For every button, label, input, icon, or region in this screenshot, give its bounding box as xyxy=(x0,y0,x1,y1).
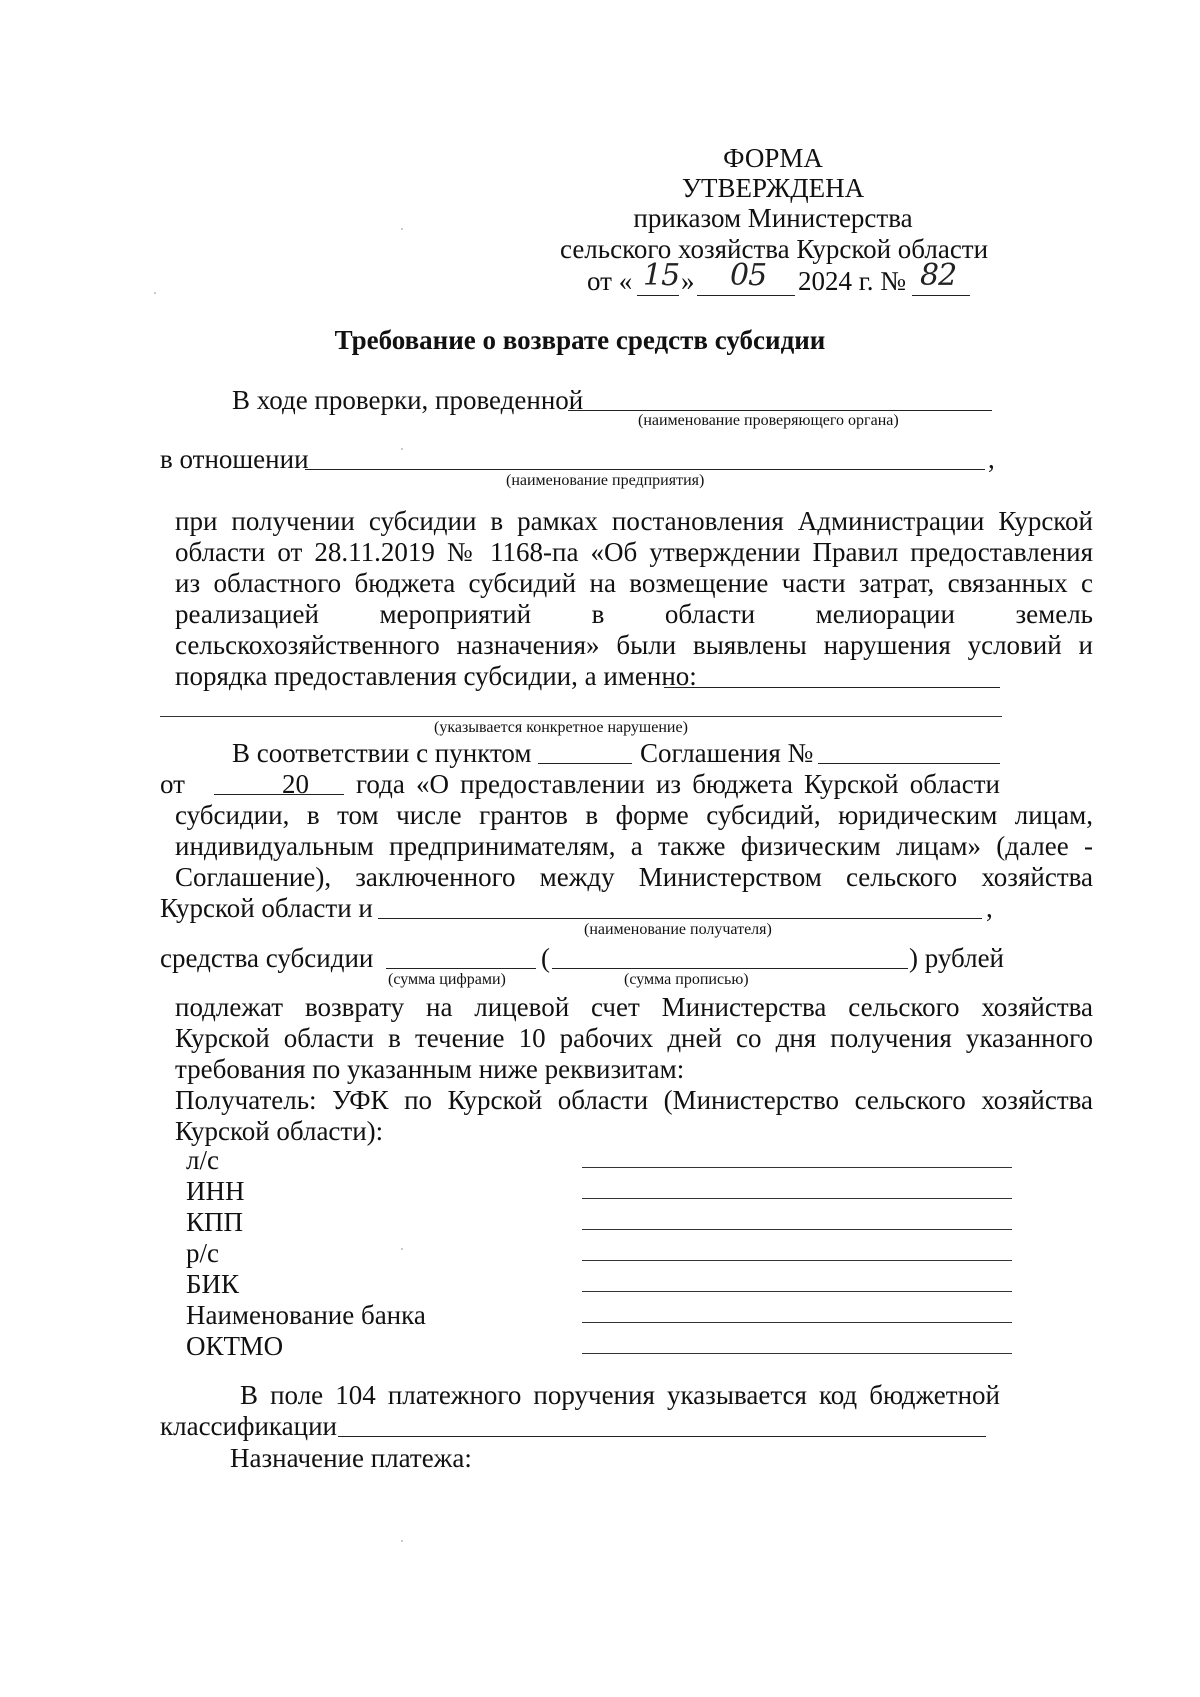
return-line-3: требования по указанным ниже реквизитам: xyxy=(175,1054,685,1084)
requisite-label: Наименование банка xyxy=(186,1300,426,1330)
requisite-field[interactable] xyxy=(582,1198,1012,1199)
check-label: В ходе проверки, проведенной xyxy=(232,385,584,415)
funds-open-paren: ( xyxy=(541,943,550,973)
agreement-clause-label: В соответствии с пунктом xyxy=(232,738,532,768)
document-title: Требование о возврате средств субсидии xyxy=(334,325,826,355)
payee-line-1: Получатель: УФК по Курской области (Министерство сельского хозяйства xyxy=(175,1085,1093,1115)
requisite-field[interactable] xyxy=(582,1260,1012,1261)
violation-line-3: из областного бюджета субсидий на возмещение части затрат, связанных с xyxy=(175,568,1093,598)
agreement-century-underline xyxy=(282,794,314,795)
requisite-field[interactable] xyxy=(582,1322,1012,1323)
date-year-number: 2024 г. № xyxy=(798,266,907,296)
agreement-date-prefix: от xyxy=(160,769,185,799)
violation-word: мелиорации xyxy=(815,599,955,629)
scan-speck xyxy=(401,1540,403,1542)
order-ministry-label: приказом Министерства xyxy=(633,203,913,233)
recipient-hint: (наименование получателя) xyxy=(584,921,772,938)
recipient-field[interactable] xyxy=(378,918,982,919)
violation-line-2: области от 28.11.2019 № 1168-па «Об утверждении Правил предоставления xyxy=(175,537,1093,567)
agreement-line-6: Курской области и xyxy=(160,893,373,923)
scan-speck xyxy=(154,292,156,294)
violation-inline-field[interactable] xyxy=(664,687,1000,688)
funds-currency: ) рублей xyxy=(909,943,1005,973)
violation-line-6: порядка предоставления субсидии, а именно: xyxy=(175,661,697,691)
month-underline xyxy=(697,295,795,296)
date-mid: » xyxy=(681,266,695,296)
agreement-number-field[interactable] xyxy=(818,763,1000,764)
violation-word: земель xyxy=(1015,599,1093,629)
requisite-label: КПП xyxy=(186,1207,244,1237)
enterprise-hint: (наименование предприятия) xyxy=(506,472,705,489)
ministry-name: сельского хозяйства Курской области xyxy=(560,234,989,264)
month-handwritten: 05 xyxy=(730,258,767,293)
violation-word: в xyxy=(591,599,605,629)
violation-word: реализацией xyxy=(175,599,319,629)
budget-code-field[interactable] xyxy=(338,1436,986,1437)
agreement-century: 20 xyxy=(282,769,309,799)
requisite-field[interactable] xyxy=(582,1291,1012,1292)
enterprise-field[interactable] xyxy=(305,469,985,470)
inspecting-body-field[interactable] xyxy=(568,410,992,411)
inspecting-body-hint: (наименование проверяющего органа) xyxy=(638,412,899,429)
recipient-comma: , xyxy=(986,893,993,923)
return-line-1: подлежат возврату на лицевой счет Министерства сельского хозяйства xyxy=(175,992,1093,1022)
requisite-field[interactable] xyxy=(582,1167,1012,1168)
scan-speck xyxy=(401,1248,403,1250)
form-label: ФОРМА xyxy=(723,143,823,173)
violation-word: мероприятий xyxy=(379,599,532,629)
scan-speck xyxy=(401,228,403,230)
agreement-title-text: года «О предоставлении из бюджета Курской области xyxy=(356,769,1000,799)
approved-label: УТВЕРЖДЕНА xyxy=(681,173,865,203)
requisite-label: ОКТМО xyxy=(186,1331,284,1361)
agreement-line-4: индивидуальным предпринимателям, а также физическим лицам» (далее - xyxy=(175,831,1093,861)
funds-label: средства субсидии xyxy=(160,943,374,973)
requisite-label: л/с xyxy=(186,1145,219,1175)
payment-purpose-label: Назначение платежа: xyxy=(230,1443,472,1473)
scan-speck xyxy=(401,448,403,450)
agreement-year-field[interactable] xyxy=(314,794,344,795)
regarding-comma: , xyxy=(988,444,995,474)
day-handwritten: 15 xyxy=(643,258,680,293)
number-handwritten: 82 xyxy=(920,258,957,293)
field104-line-2: классификации xyxy=(160,1411,337,1441)
agreement-date-field[interactable] xyxy=(214,794,282,795)
requisite-label: р/с xyxy=(186,1238,219,1268)
sum-digits-hint: (сумма цифрами) xyxy=(388,971,506,988)
agreement-line-5: Соглашение), заключенного между Министерством сельского хозяйства xyxy=(175,862,1093,892)
agreement-line-2 xyxy=(356,768,1000,800)
field104-line-1: В поле 104 платежного поручения указывается код бюджетной xyxy=(240,1380,1000,1410)
payee-line-2: Курской области): xyxy=(175,1116,384,1146)
date-prefix: от « xyxy=(587,266,633,296)
requisite-field[interactable] xyxy=(582,1353,1012,1354)
violation-hint: (указывается конкретное нарушение) xyxy=(434,719,688,736)
number-underline xyxy=(912,295,970,296)
violation-line-1: при получении субсидии в рамках постановления Администрации Курской xyxy=(175,506,1093,536)
sum-digits-field[interactable] xyxy=(386,968,536,969)
agreement-line-3: субсидии, в том числе грантов в форме субсидий, юридическим лицам, xyxy=(175,800,1093,830)
sum-words-field[interactable] xyxy=(552,968,908,969)
clause-number-field[interactable] xyxy=(538,763,632,764)
violation-word: области xyxy=(664,599,756,629)
day-underline xyxy=(637,295,679,296)
agreement-number-label: Соглашения № xyxy=(640,738,814,768)
violation-line-5: сельскохозяйственного назначения» были выявлены нарушения условий и xyxy=(175,630,1093,660)
return-line-2: Курской области в течение 10 рабочих дней со дня получения указанного xyxy=(175,1023,1093,1053)
requisite-label: БИК xyxy=(186,1269,240,1299)
requisite-field[interactable] xyxy=(582,1229,1012,1230)
violation-line-4 xyxy=(175,598,1093,630)
violation-detail-field[interactable] xyxy=(160,716,1002,717)
requisite-label: ИНН xyxy=(186,1176,245,1206)
regarding-label: в отношении xyxy=(160,444,309,474)
sum-words-hint: (сумма прописью) xyxy=(624,971,749,988)
